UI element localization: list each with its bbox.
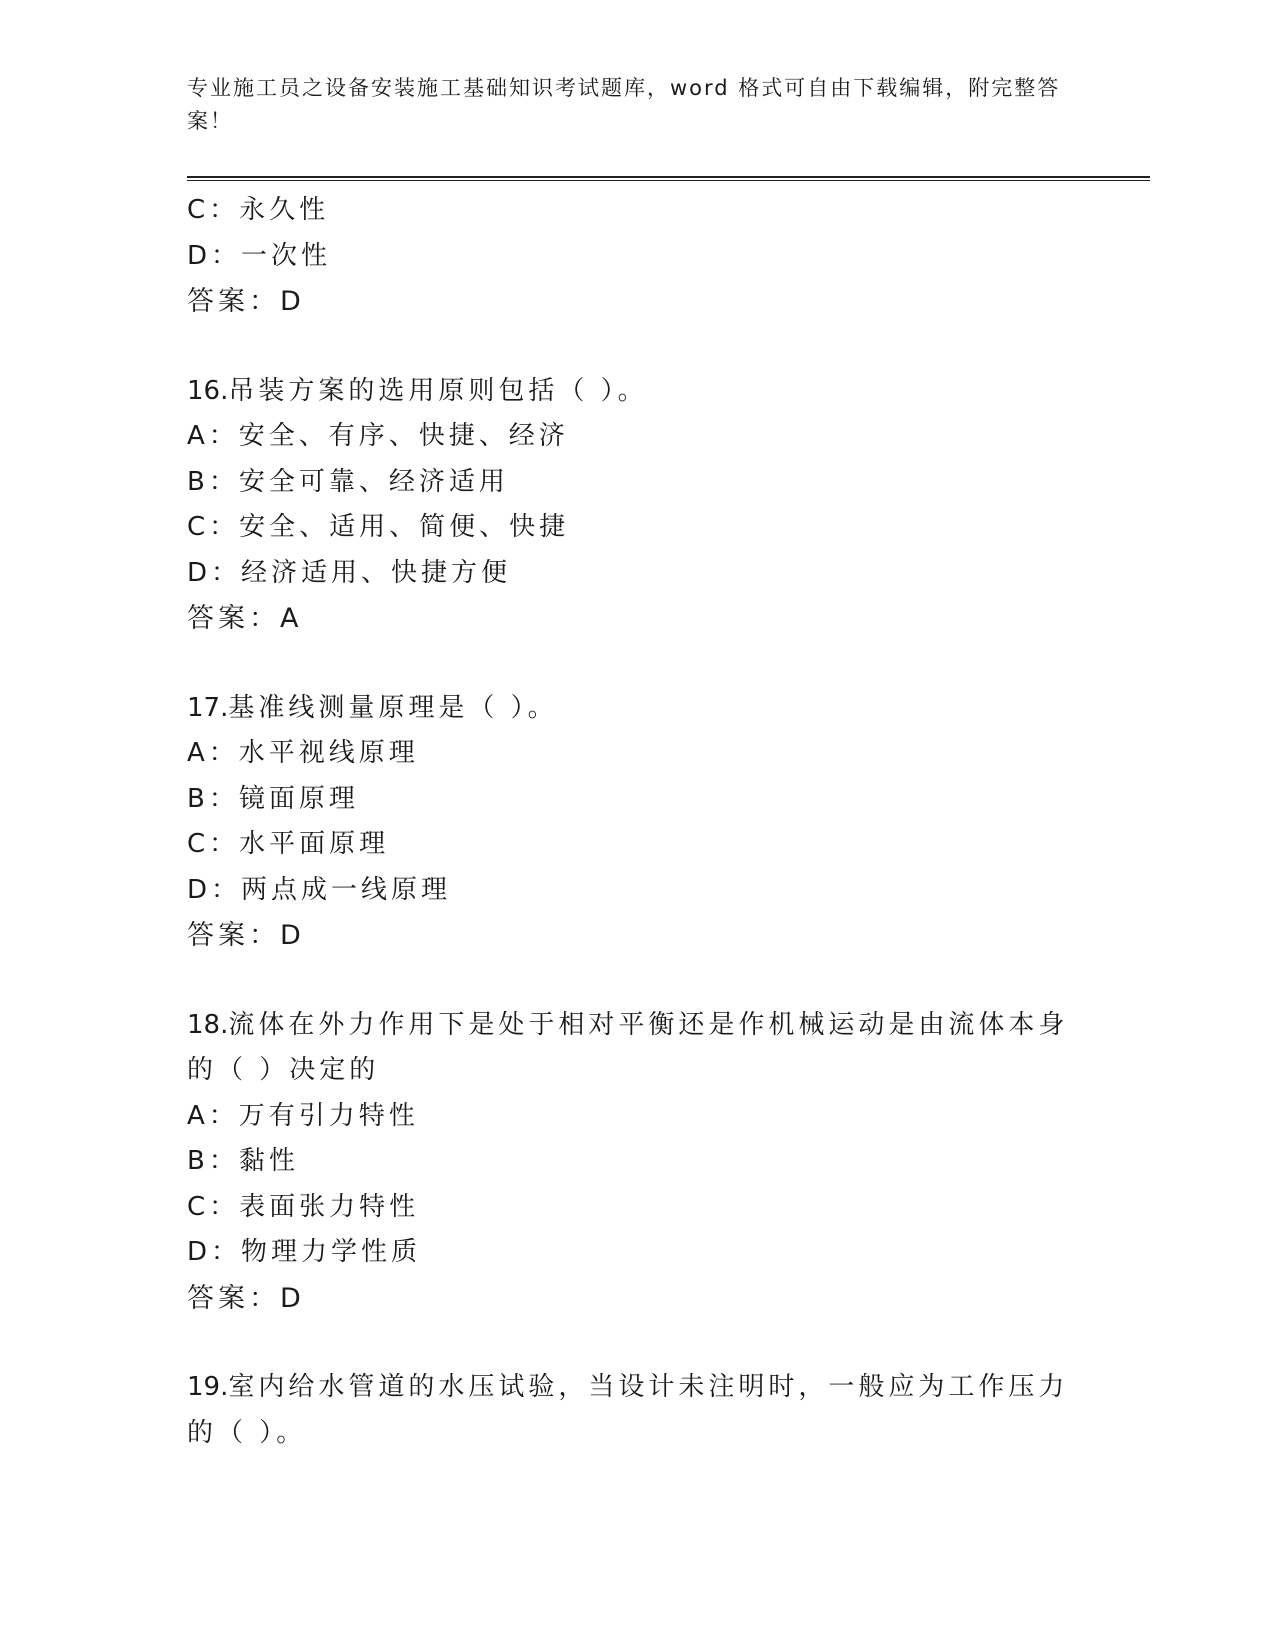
question-17-stem: [187, 686, 1087, 732]
question-text: 室内给水管道的水压试验，当设计未注明时，一般应为工作压力的（ ）。: [187, 1372, 1069, 1448]
question-number: 17.: [187, 692, 229, 723]
answer: 答案：A: [187, 603, 303, 634]
option-b: B：镜面原理: [187, 783, 359, 814]
header-divider: [187, 176, 1150, 181]
option-b: B：黏性: [187, 1146, 299, 1176]
question-18-stem: [187, 1003, 1087, 1094]
question-number: 18.: [187, 1009, 229, 1040]
answer: 答案：D: [187, 286, 305, 317]
option-c: C：表面张力特性: [187, 1191, 420, 1222]
header-text: 专业施工员之设备安装施工基础知识考试题库，word 格式可自由下载编辑，附完整答案！: [187, 76, 1061, 133]
option-c: C：永久性: [187, 195, 330, 225]
question-16-stem: [187, 369, 1087, 415]
option-c: C：水平面原理: [187, 829, 390, 859]
option-a: A：安全、有序、快捷、经济: [187, 421, 569, 451]
option-b: B：安全可靠、经济适用: [187, 466, 509, 497]
option-d: D：经济适用、快捷方便: [187, 557, 512, 588]
option-d: D：一次性: [187, 240, 332, 271]
option-d: D：物理力学性质: [187, 1237, 422, 1267]
option-c: C：安全、适用、简便、快捷: [187, 512, 570, 542]
question-list: [187, 188, 1087, 1456]
option-a: A：水平视线原理: [187, 738, 419, 768]
question-text: 基准线测量原理是（ ）。: [228, 692, 558, 723]
question-number: 16.: [187, 375, 229, 406]
question-text: 吊装方案的选用原则包括（ ）。: [228, 375, 648, 406]
question-text: 流体在外力作用下是处于相对平衡还是作机械运动是由流体本身的（ ）决定的: [187, 1009, 1069, 1085]
option-d: D：两点成一线原理: [187, 874, 452, 905]
answer: 答案：D: [187, 1282, 305, 1314]
question-number: 19.: [187, 1372, 229, 1402]
question-19-stem: [187, 1365, 1087, 1456]
answer: 答案：D: [187, 920, 305, 951]
option-a: A：万有引力特性: [187, 1100, 419, 1131]
document-header: [187, 72, 1067, 138]
